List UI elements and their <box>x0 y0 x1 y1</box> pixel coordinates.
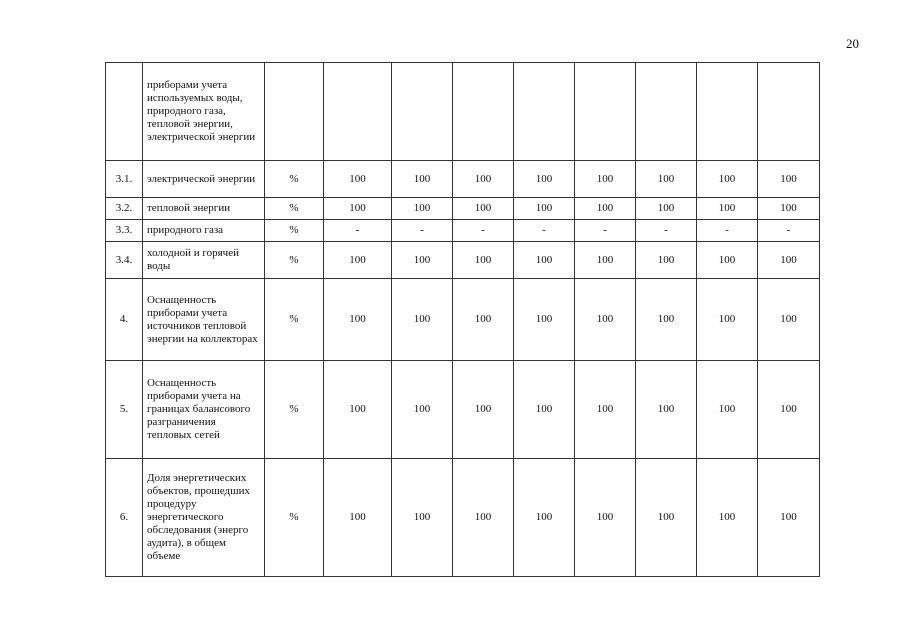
value-cell: 100 <box>697 279 758 361</box>
unit-cell: % <box>265 220 324 242</box>
unit-cell: % <box>265 361 324 459</box>
value-cell: 100 <box>324 242 392 279</box>
indicator-name: Оснащенность приборами учета на границах балансового разграничения тепловых сетей <box>143 361 265 459</box>
value-cell: - <box>453 220 514 242</box>
value-cell: 100 <box>758 242 820 279</box>
value-cell: - <box>697 220 758 242</box>
unit-cell <box>265 63 324 161</box>
value-cell: - <box>636 220 697 242</box>
value-cell: 100 <box>392 279 453 361</box>
indicator-name: природного газа <box>143 220 265 242</box>
unit-cell: % <box>265 242 324 279</box>
value-cell: 100 <box>575 161 636 198</box>
row-number: 3.2. <box>106 198 143 220</box>
value-cell: 100 <box>575 279 636 361</box>
value-cell: 100 <box>392 161 453 198</box>
value-cell: - <box>575 220 636 242</box>
value-cell: 100 <box>697 161 758 198</box>
unit-cell: % <box>265 161 324 198</box>
value-cell: 100 <box>575 361 636 459</box>
value-cell <box>453 63 514 161</box>
indicator-name: электрической энергии <box>143 161 265 198</box>
value-cell: 100 <box>514 459 575 577</box>
value-cell: 100 <box>636 459 697 577</box>
value-cell: 100 <box>636 161 697 198</box>
row-number: 3.4. <box>106 242 143 279</box>
table-row <box>106 459 820 577</box>
value-cell: 100 <box>636 198 697 220</box>
value-cell: 100 <box>392 459 453 577</box>
value-cell: 100 <box>758 459 820 577</box>
unit-cell: % <box>265 459 324 577</box>
indicator-name: тепловой энергии <box>143 198 265 220</box>
row-number <box>106 63 143 161</box>
indicator-name: холодной и горячей воды <box>143 242 265 279</box>
value-cell: - <box>324 220 392 242</box>
value-cell: 100 <box>324 279 392 361</box>
value-cell: 100 <box>514 361 575 459</box>
value-cell: 100 <box>392 361 453 459</box>
table-row <box>106 220 820 242</box>
value-cell: 100 <box>697 198 758 220</box>
value-cell: 100 <box>453 279 514 361</box>
value-cell: - <box>758 220 820 242</box>
value-cell: 100 <box>575 198 636 220</box>
value-cell <box>575 63 636 161</box>
value-cell <box>758 63 820 161</box>
value-cell: 100 <box>697 242 758 279</box>
row-number: 5. <box>106 361 143 459</box>
table-row <box>106 161 820 198</box>
value-cell: 100 <box>697 459 758 577</box>
row-number: 3.1. <box>106 161 143 198</box>
indicator-name: Доля энергетических объектов, прошедших процедуру энергетического обследования (энерго аудита), в общем объеме <box>143 459 265 577</box>
value-cell: 100 <box>453 198 514 220</box>
value-cell: 100 <box>514 279 575 361</box>
value-cell: 100 <box>453 242 514 279</box>
table-row <box>106 361 820 459</box>
row-number: 3.3. <box>106 220 143 242</box>
value-cell: 100 <box>453 161 514 198</box>
value-cell: 100 <box>575 242 636 279</box>
table-row <box>106 63 820 161</box>
value-cell: 100 <box>514 198 575 220</box>
value-cell: - <box>392 220 453 242</box>
value-cell: 100 <box>758 161 820 198</box>
unit-cell: % <box>265 279 324 361</box>
value-cell: 100 <box>324 361 392 459</box>
value-cell <box>392 63 453 161</box>
indicator-name: приборами учета используемых воды, природного газа, тепловой энергии, электрической энергии <box>143 63 265 161</box>
value-cell: 100 <box>697 361 758 459</box>
value-cell: 100 <box>453 361 514 459</box>
value-cell <box>324 63 392 161</box>
value-cell: 100 <box>392 242 453 279</box>
table-row <box>106 242 820 279</box>
row-number: 6. <box>106 459 143 577</box>
value-cell: 100 <box>758 361 820 459</box>
table-row <box>106 279 820 361</box>
value-cell: 100 <box>514 242 575 279</box>
value-cell: 100 <box>324 198 392 220</box>
page-number: 20 <box>846 36 859 51</box>
value-cell: - <box>514 220 575 242</box>
value-cell: 100 <box>575 459 636 577</box>
value-cell <box>697 63 758 161</box>
value-cell: 100 <box>636 279 697 361</box>
value-cell: 100 <box>758 198 820 220</box>
table-row <box>106 198 820 220</box>
row-number: 4. <box>106 279 143 361</box>
value-cell: 100 <box>636 361 697 459</box>
value-cell: 100 <box>758 279 820 361</box>
indicator-name: Оснащенность приборами учета источников тепловой энергии на коллекторах <box>143 279 265 361</box>
value-cell: 100 <box>514 161 575 198</box>
indicator-table <box>105 62 820 577</box>
value-cell: 100 <box>324 459 392 577</box>
value-cell: 100 <box>392 198 453 220</box>
value-cell <box>636 63 697 161</box>
value-cell <box>514 63 575 161</box>
unit-cell: % <box>265 198 324 220</box>
value-cell: 100 <box>453 459 514 577</box>
value-cell: 100 <box>324 161 392 198</box>
value-cell: 100 <box>636 242 697 279</box>
